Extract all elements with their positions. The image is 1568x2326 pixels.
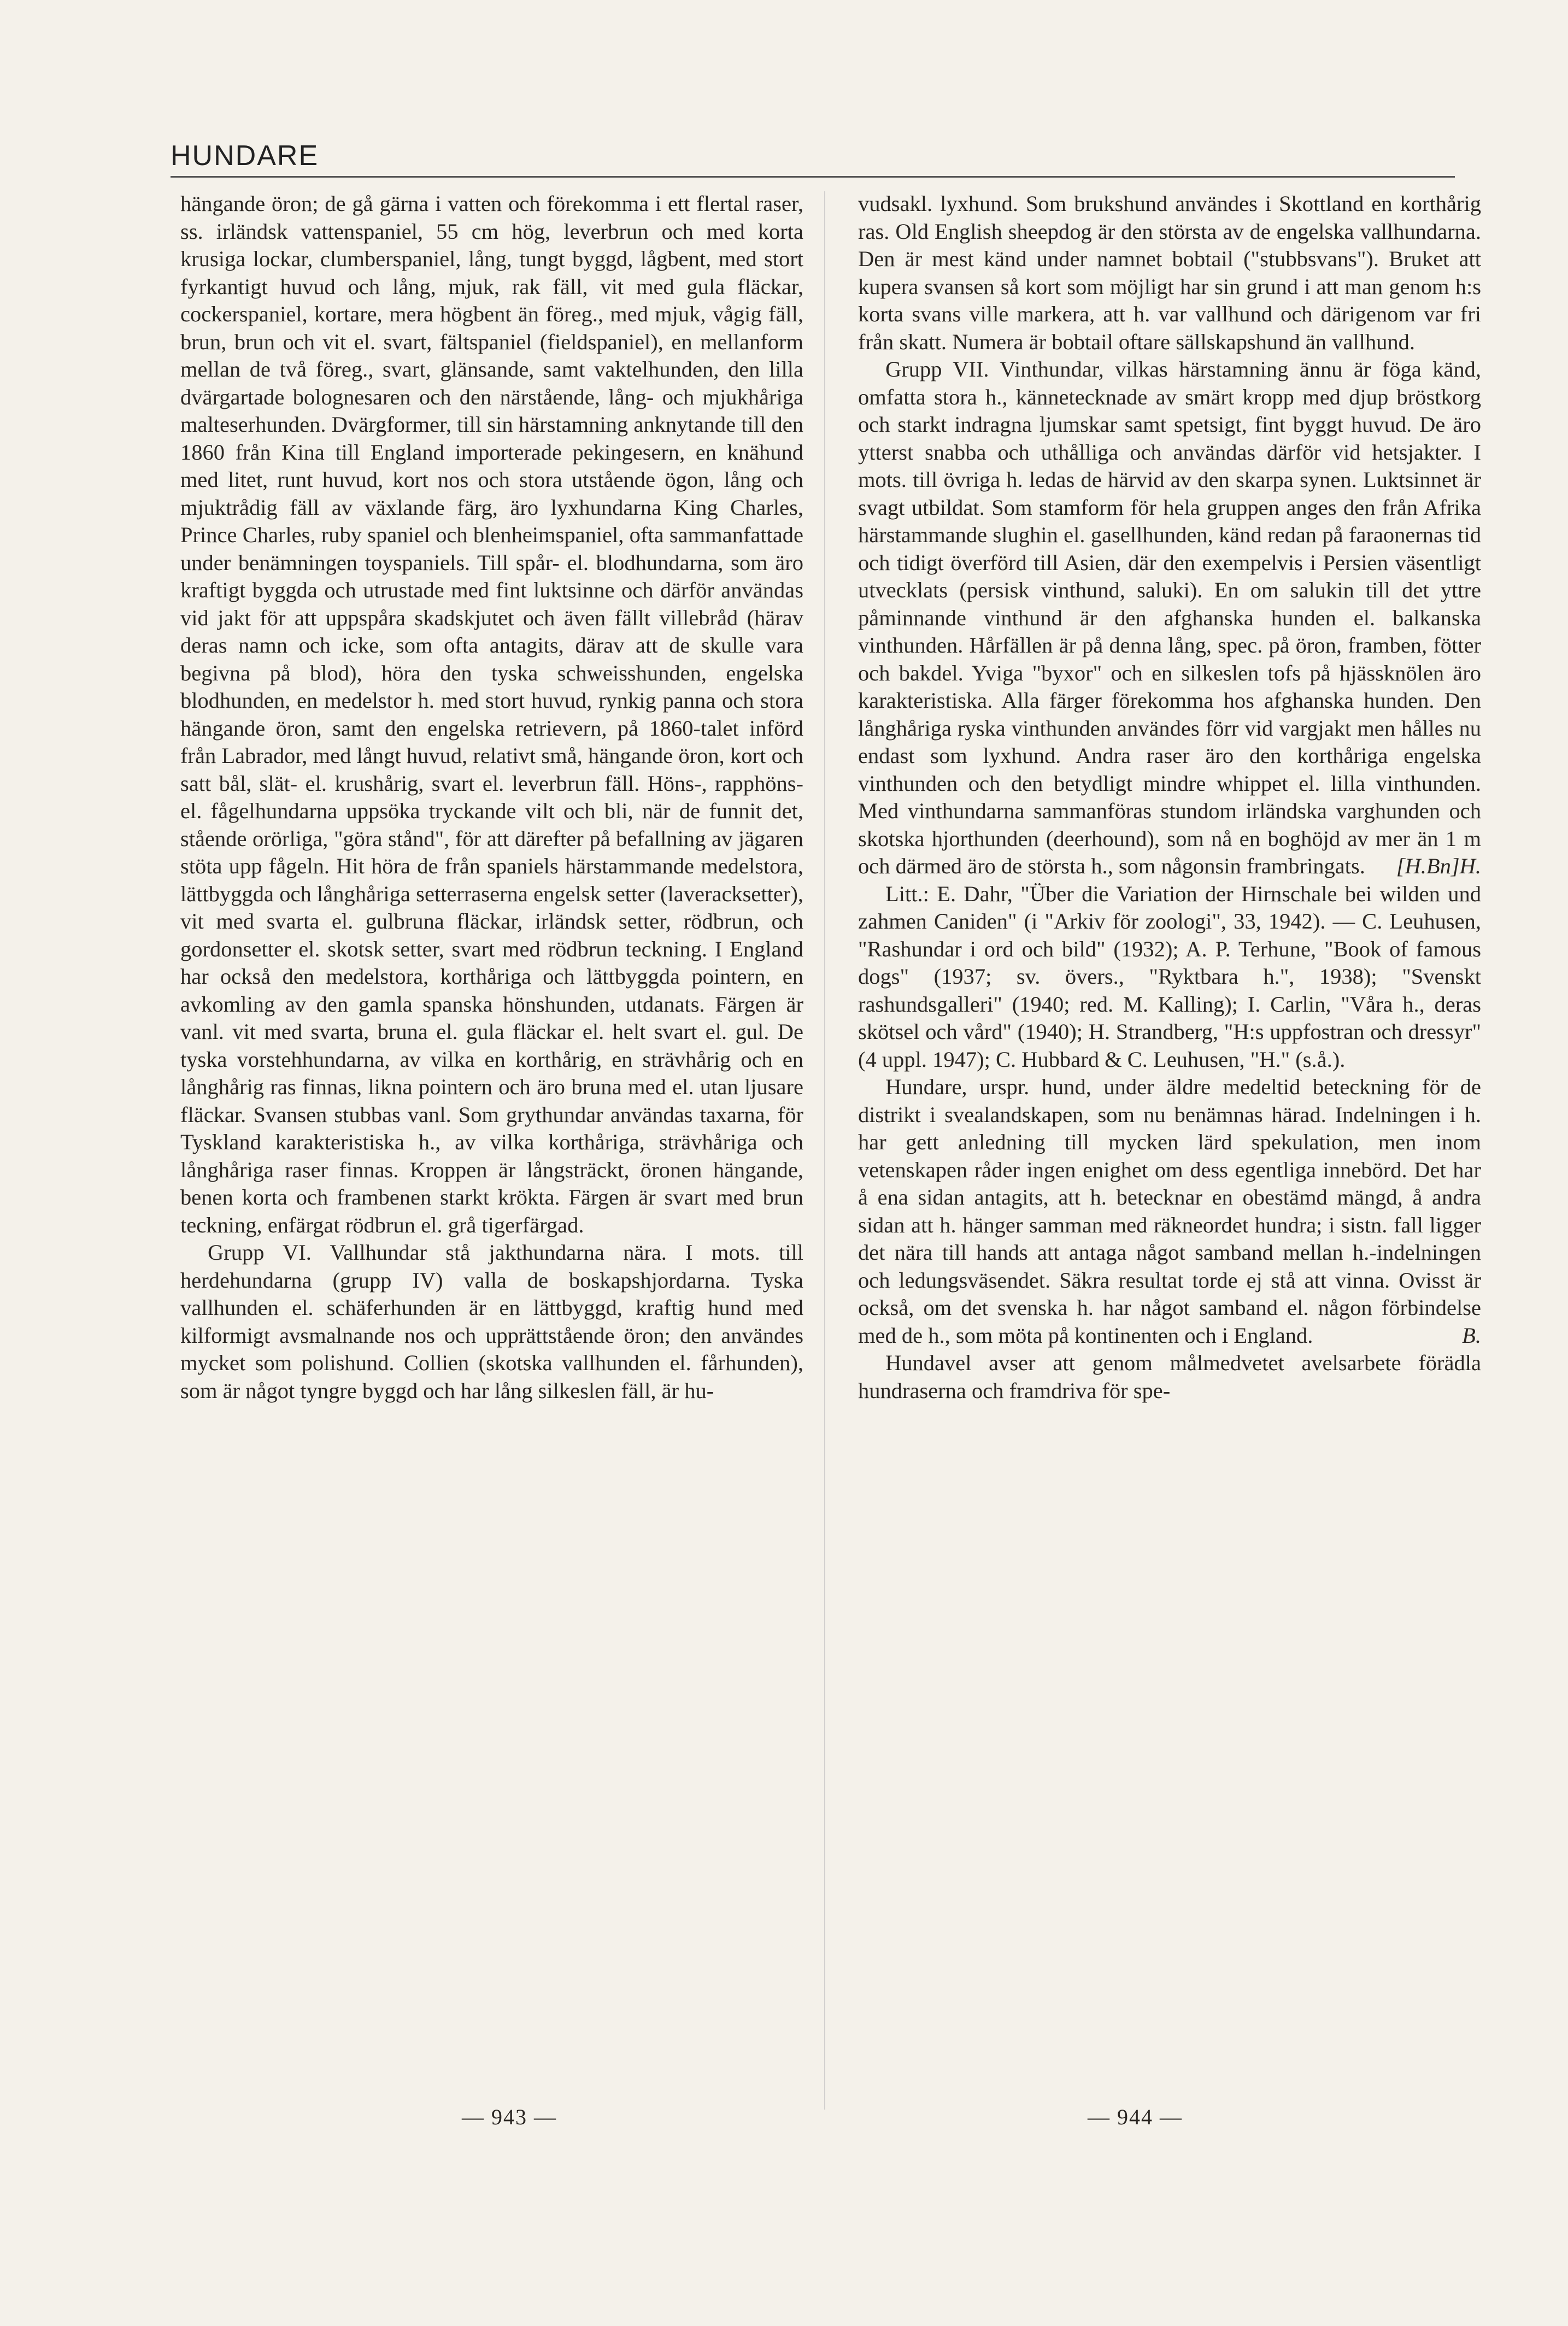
entry-hundare	[858, 1073, 1481, 1349]
page-number-right: — 944 —	[1088, 2105, 1183, 2129]
running-header: HUNDARE	[171, 140, 319, 172]
header-rule	[171, 176, 1455, 178]
page-number-left: — 943 —	[462, 2105, 557, 2129]
signature-hundare: B.	[1462, 1323, 1481, 1348]
vinthundar-text: Grupp VII. Vinthundar, vilkas härstamning ännu är föga känd, omfatta stora h., kännetecknade av smärt kropp med djup bröstkorg och starkt indragna ljumskar samt spetsigt, fint byggt huvud. De äro ytterst snabba och uthålliga och användas därför vid hetsjakter. I mots. till övriga h. ledas de härvid av den skarpa synen. Luktsinnet är svagt utbildat. Som stamform för hela gruppen anges den från Afrika härstammande slughin el. gasellhunden, känd redan på faraonernas tid och tidigt överförd till Asien, där den exempelvis i Persien väsentligt utvecklats (persisk vinthund, saluki). En om salukin till det yttre påminnande vinthund är den afghanska hunden el. balkanska vinthunden. Hårfällen är på denna lång, spec. på öron, framben, fötter och bakdel. Yviga "byxor" och en silkeslen tofs på hjässknölen äro karakteristiska. Alla färger förekomma hos afghanska hunden. Den långhåriga ryska vinthunden användes förr vid vargjakt men hålles nu endast som lyxhund. Andra raser äro den korthåriga engelska vinthunden och den betydligt mindre whippet el. lilla vinthunden. Med vinthundarna sammanföras stundom irländska varghunden och skotska hjorthunden (deerhound), som nå en boghöjd av mer än 1 m och därmed äro de största h., som någonsin frambringats.	[858, 357, 1481, 878]
paragraph-bobtail: vudsakl. lyxhund. Som brukshund användes i Skottland en korthårig ras. Old English sheepdog är den största av de engelska vallhundarna. Den är mest känd under namnet bobtail ("stubbsvans"). Bruket att kupera svansen så kort som möjligt har sin grund i att man genom h:s korta svans ville markera, att h. var vallhund och därigenom var fri från skatt. Numera är bobtail oftare sällskapshund än vallhund.	[858, 191, 1481, 354]
left-column	[180, 190, 803, 1405]
entry-hundavel: Hundavel avser att genom målmedvetet avelsarbete förädla hundraserna och framdriva för spe-	[858, 1350, 1481, 1403]
paragraph-spaniels: hängande öron; de gå gärna i vatten och förekomma i ett flertal raser, ss. irländsk vattenspaniel, 55 cm hög, leverbrun och med korta krusiga lockar, clumberspaniel, lång, tungt byggd, lågbent, med stort fyrkantigt huvud och lång, mjuk, rak fäll, vit med gula fläckar, cockerspaniel, kortare, mera högbent än föreg., med mjuk, vågig fäll, brun, brun och vit el. svart, fältspaniel (fieldspaniel), en mellanform mellan de två föreg., svart, glänsande, samt vaktelhunden, den lilla dvärgartade bolognesaren och den närstående, lång- och mjukhåriga malteserhunden. Dvärgformer, till sin härstamning anknytande till den 1860 från Kina till England importerade pekingesern, en knähund med litet, runt huvud, kort nos och stora utstående ögon, lång och mjuktrådig fäll av växlande färg, äro lyxhundarna King Charles, Prince Charles, ruby spaniel och blenheimspaniel, ofta sammanfattade under benämningen toyspaniels. Till spår- el. blodhundarna, som äro kraftigt byggda och utrustade med fint luktsinne och därför användas vid jakt för att uppspåra skadskjutet och även fällt villebråd (härav deras namn och icke, som ofta antagits, därav att de skulle vara begivna på blod), höra den tyska schweisshunden, engelska blodhunden, en medelstor h. med stort huvud, rynkig panna och stora hängande öron, samt den engelska retrievern, på 1860-talet införd från Labrador, med långt huvud, relativt små, hängande öron, kort och satt bål, slät- el. krushårig, svart el. leverbrun fäll. Höns-, rapphöns- el. fågelhundarna uppsöka tryckande vilt och bli, när de funnit det, stående orörliga, "göra stånd", för att därefter på befallning av jägaren stöta upp fågeln. Hit höra de från spaniels härstammande medelstora, lättbyggda och långhåriga setterraserna engelsk setter (laveracksetter), vit med svarta el. gulbruna fläckar, irländsk setter, rödbrun, och gordonsetter el. skotsk setter, svart med rödbrun teckning. I England har också den medelstora, korthåriga och lättbyggda pointern, en avkomling av den gamla spanska hönshunden, utdanats. Färgen är vanl. vit med svarta, bruna el. gula fläckar el. helt svart el. gul. De tyska vorstehhundarna, av vilka en korthårig, en strävhårig och en långhårig ras finnas, likna pointern och äro bruna med el. utan ljusare fläckar. Svansen stubbas vanl. Som grythundar användas taxarna, för Tyskland karakteristiska h., av vilka korthåriga, strävhåriga och långhåriga raser finnas. Kroppen är långsträckt, öronen hängande, benen korta och frambenen starkt krökta. Färgen är svart med brun teckning, enfärgat rödbrun el. grå tigerfärgad.	[180, 191, 803, 1237]
column-divider	[824, 191, 825, 2110]
right-column	[858, 190, 1481, 1405]
hundare-text: Hundare, urspr. hund, under äldre medeltid beteckning för de distrikt i svealandskapen, som nu benämnas härad. Indelningen i h. har gett anledning till mycken lärd spekulation, men inom vetenskapen råder ingen enighet om dess egentliga innebörd. Det har å ena sidan antagits, att h. betecknar en obestämd mängd, å andra sidan att h. hänger samman med räkneordet hundra; i sistn. fall ligger det nära till hands att antaga något samband mellan h.-indelningen och ledungsväsendet. Säkra resultat torde ej stå att vinna. Ovisst är också, om det svenska h. har något samband el. någon förbindelse med de h., som möta på kontinenten och i England.	[858, 1074, 1481, 1348]
signature-vinthundar: [H.Bn]H.	[1396, 854, 1481, 878]
paragraph-grupp-vii	[858, 356, 1481, 880]
paragraph-grupp-vi: Grupp VI. Vallhundar stå jakthundarna nära. I mots. till herdehundarna (grupp IV) valla de boskapshjordarna. Tyska vallhunden el. schäferhunden är en lättbyggd, kraftig hund med kilformigt avsmalnande nos och upprättstående öron; den användes mycket som polishund. Collien (skotska vallhunden el. fårhunden), som är något tyngre byggd och har lång silkeslen fäll, är hu-	[180, 1240, 803, 1403]
paragraph-litteratur: Litt.: E. Dahr, "Über die Variation der Hirnschale bei wilden und zahmen Caniden" (i "Arkiv för zoologi", 33, 1942). — C. Leuhusen, "Rashundar i ord och bild" (1932); A. P. Terhune, "Book of famous dogs" (1937; sv. övers., "Ryktbara h.", 1938); "Svenskt rashundsgalleri" (1940; red. M. Kalling); I. Carlin, "Våra h., deras skötsel och vård" (1940); H. Strandberg, "H:s uppfostran och dressyr" (4 uppl. 1947); C. Hubbard & C. Leuhusen, "H." (s.å.).	[858, 881, 1481, 1072]
